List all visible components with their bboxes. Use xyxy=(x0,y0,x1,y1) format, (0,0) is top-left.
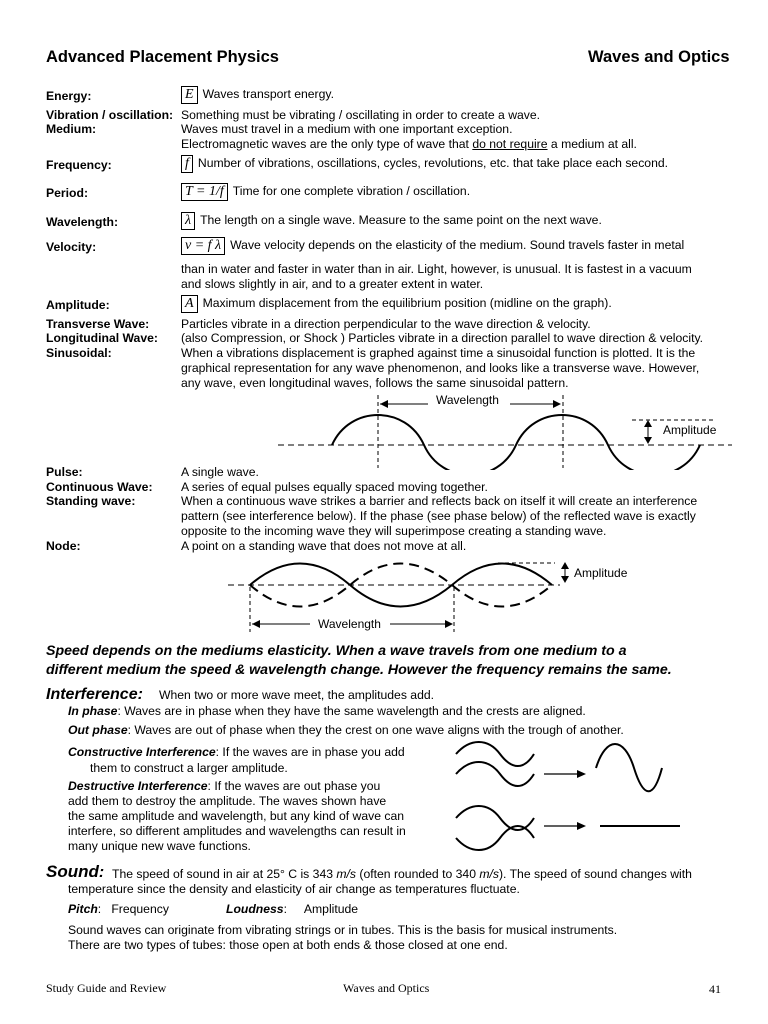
term-longitudinal: Longitudinal Wave: xyxy=(46,331,158,345)
footer-center: Waves and Optics xyxy=(343,981,430,995)
constructive-result xyxy=(596,744,662,791)
period-symbol: T = 1/f xyxy=(181,183,228,201)
standing-wavelength-label: Wavelength xyxy=(318,617,381,631)
wavelength-label: Wavelength xyxy=(436,393,499,407)
constructive-wave-1 xyxy=(456,742,534,766)
term-node: Node: xyxy=(46,539,81,553)
standing-amplitude-label: Amplitude xyxy=(574,566,628,580)
term-amplitude: Amplitude: xyxy=(46,298,110,312)
def-transverse: Particles vibrate in a direction perpendicular to the wave direction & velocity. xyxy=(181,317,591,331)
interference-text: When two or more wave meet, the amplitudes add. xyxy=(159,688,435,702)
def-wavelength: λ The length on a single wave. Measure to the same point on the next wave. xyxy=(181,212,602,230)
def-medium-line2: Electromagnetic waves are the only type of wave that do not require a medium at all. xyxy=(181,137,637,151)
def-energy: E Waves transport energy. xyxy=(181,86,334,104)
standing-wave-diagram xyxy=(220,552,640,634)
constructive-line2: them to construct a larger amplitude. xyxy=(90,761,288,775)
sine-wave-diagram xyxy=(270,390,740,470)
def-amplitude: A Maximum displacement from the equilibrium position (midline on the graph). xyxy=(181,295,612,313)
speed-note-line1: Speed depends on the mediums elasticity. When a wave travels from one medium to a xyxy=(46,643,627,659)
pitch-def: Pitch: Frequency xyxy=(68,902,169,916)
frequency-symbol: f xyxy=(181,155,193,173)
def-pulse: A single wave. xyxy=(181,465,259,479)
sound-line1: The speed of sound in air at 25° C is 343 m/s (often rounded to 340 m/s). The speed of sound changes with xyxy=(112,867,692,881)
term-medium: Medium: xyxy=(46,122,97,136)
term-pulse: Pulse: xyxy=(46,465,83,479)
destructive-line1: Destructive Interference: If the waves are out phase you xyxy=(68,779,381,793)
def-continuous: A series of equal pulses equally spaced moving together. xyxy=(181,480,488,494)
wavelength-symbol: λ xyxy=(181,212,195,230)
term-velocity: Velocity: xyxy=(46,240,97,254)
energy-symbol: E xyxy=(181,86,198,104)
def-sinusoidal-line3: any wave, even longitudinal waves, follows the same sinusoidal pattern. xyxy=(181,376,569,390)
velocity-symbol: v = f λ xyxy=(181,237,225,255)
def-velocity-line3: and slows slightly in air, and to a greater extent in water. xyxy=(181,277,484,291)
page-header-right: Waves and Optics xyxy=(588,48,730,66)
constructive-line1: Constructive Interference: If the waves are in phase you add xyxy=(68,745,405,759)
term-continuous: Continuous Wave: xyxy=(46,480,153,494)
page-number: 41 xyxy=(709,982,721,996)
amplitude-label: Amplitude xyxy=(663,423,717,437)
speed-note-line2: different medium the speed & wavelength change. However the frequency remains the same. xyxy=(46,662,672,678)
def-standing-line3: opposite to the incoming wave they will superimpose creating a standing wave. xyxy=(181,524,607,538)
sound-heading: Sound: xyxy=(46,862,105,881)
term-frequency: Frequency: xyxy=(46,158,112,172)
def-period: T = 1/f Time for one complete vibration / oscillation. xyxy=(181,183,470,201)
in-phase-def: In phase: Waves are in phase when they have the same wavelength and the crests are aligned. xyxy=(68,704,586,718)
def-standing-line1: When a continuous wave strikes a barrier and reflects back on itself it will create an interference xyxy=(181,494,698,508)
def-velocity-line2: than in water and faster in water than in air. Light, however, is unusual. It is fastest in a vacuum xyxy=(181,262,692,276)
interference-diagram xyxy=(448,740,688,855)
interference-heading: Interference: xyxy=(46,686,143,703)
out-phase-def: Out phase: Waves are out of phase when they the crest on one wave aligns with the trough of another. xyxy=(68,723,624,737)
amplitude-symbol: A xyxy=(181,295,198,313)
def-vibration: Something must be vibrating / oscillating in order to create a wave. xyxy=(181,108,541,122)
destructive-line5: many unique new wave functions. xyxy=(68,839,251,853)
destructive-line2: add them to destroy the amplitude. The waves shown have xyxy=(68,794,387,808)
term-transverse: Transverse Wave: xyxy=(46,317,150,331)
sound-line3: Sound waves can originate from vibrating strings or in tubes. This is the basis for musical instruments. xyxy=(68,923,618,937)
term-period: Period: xyxy=(46,186,88,200)
def-standing-line2: pattern (see interference below). If the phase (see phase below) of the reflected wave is exactly xyxy=(181,509,696,523)
sound-line4: There are two types of tubes: those open at both ends & those closed at one end. xyxy=(68,938,508,952)
sine-curve xyxy=(332,415,700,470)
def-node: A point on a standing wave that does not move at all. xyxy=(181,539,467,553)
footer-left: Study Guide and Review xyxy=(46,981,167,995)
def-longitudinal: (also Compression, or Shock ) Particles vibrate in a direction parallel to wave direction & velocity. xyxy=(181,331,704,345)
def-sinusoidal-line1: When a vibrations displacement is graphed against time a sinusoidal function is plotted. It is the xyxy=(181,346,696,360)
destructive-line4: interfere, so different amplitudes and wavelengths can result in xyxy=(68,824,406,838)
term-vibration: Vibration / oscillation: xyxy=(46,108,174,122)
sound-line2: temperature since the density and elasticity of air change as temperatures fluctuate. xyxy=(68,882,520,896)
def-frequency: f Number of vibrations, oscillations, cycles, revolutions, etc. that take place each second. xyxy=(181,155,668,173)
term-wavelength: Wavelength: xyxy=(46,215,119,229)
term-energy: Energy: xyxy=(46,89,92,103)
loudness-def: Loudness: Amplitude xyxy=(226,902,359,916)
destructive-line3: the same amplitude and wavelength, but any kind of wave can xyxy=(68,809,405,823)
def-medium-line1: Waves must travel in a medium with one important exception. xyxy=(181,122,513,136)
def-velocity-line1: v = f λ Wave velocity depends on the elasticity of the medium. Sound travels faster in metal xyxy=(181,237,684,255)
def-sinusoidal-line2: graphical representation for any wave phenomenon, and looks like a transverse wave. However, xyxy=(181,361,700,375)
page-header-left: Advanced Placement Physics xyxy=(46,48,279,66)
term-standing: Standing wave: xyxy=(46,494,136,508)
term-sinusoidal: Sinusoidal: xyxy=(46,346,112,360)
